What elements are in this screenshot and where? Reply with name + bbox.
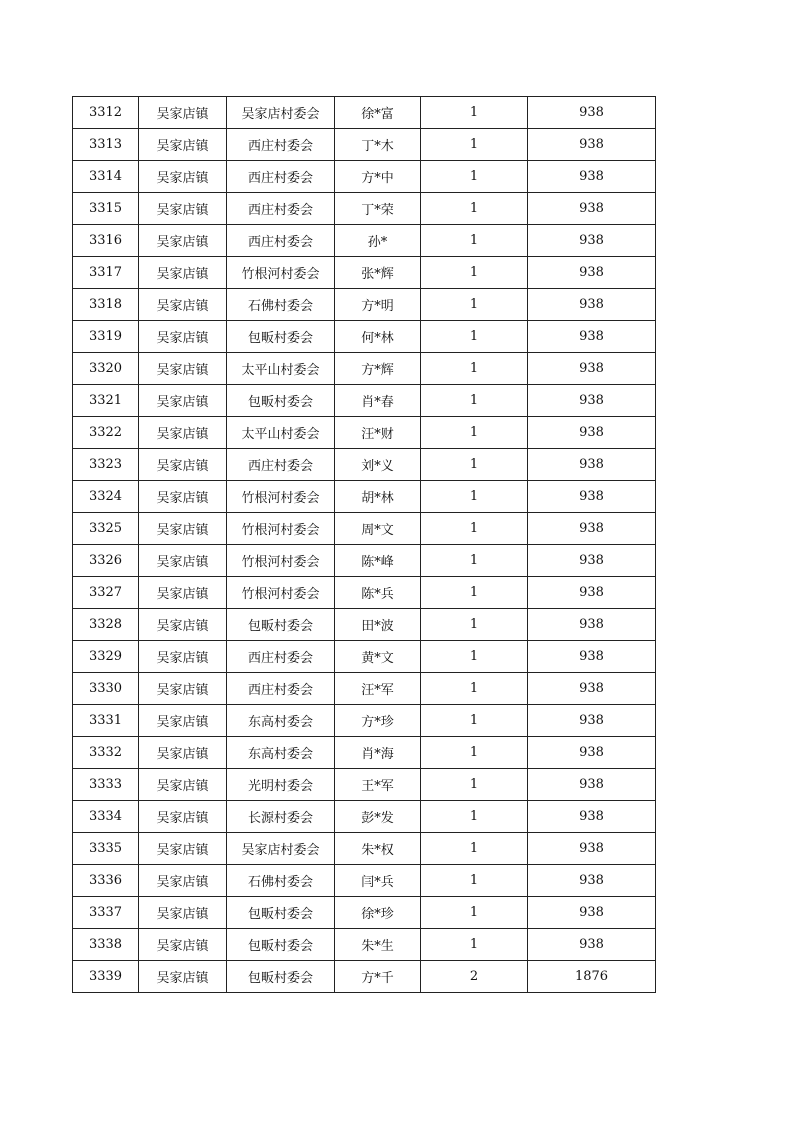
town-cell: 吴家店镇 xyxy=(139,225,227,257)
count-cell: 1 xyxy=(421,897,528,929)
person-name-cell: 闫*兵 xyxy=(335,865,421,897)
village-committee-cell: 竹根河村委会 xyxy=(227,257,335,289)
village-committee-cell: 西庄村委会 xyxy=(227,449,335,481)
amount-cell: 938 xyxy=(528,449,656,481)
table-row xyxy=(73,673,656,705)
amount-cell: 938 xyxy=(528,545,656,577)
count-cell: 1 xyxy=(421,545,528,577)
town-cell: 吴家店镇 xyxy=(139,545,227,577)
serial-number-cell: 3321 xyxy=(73,385,139,417)
amount-cell: 938 xyxy=(528,193,656,225)
serial-number-cell: 3324 xyxy=(73,481,139,513)
person-name-cell: 方*明 xyxy=(335,289,421,321)
serial-number-cell: 3315 xyxy=(73,193,139,225)
table-row xyxy=(73,833,656,865)
count-cell: 1 xyxy=(421,513,528,545)
table-row xyxy=(73,929,656,961)
count-cell: 1 xyxy=(421,673,528,705)
person-name-cell: 孙* xyxy=(335,225,421,257)
person-name-cell: 方*辉 xyxy=(335,353,421,385)
amount-cell: 938 xyxy=(528,737,656,769)
table-row xyxy=(73,577,656,609)
table-row xyxy=(73,641,656,673)
amount-cell: 938 xyxy=(528,641,656,673)
person-name-cell: 陈*峰 xyxy=(335,545,421,577)
count-cell: 1 xyxy=(421,225,528,257)
town-cell: 吴家店镇 xyxy=(139,641,227,673)
table-row xyxy=(73,769,656,801)
person-name-cell: 周*文 xyxy=(335,513,421,545)
count-cell: 1 xyxy=(421,385,528,417)
serial-number-cell: 3333 xyxy=(73,769,139,801)
table-row xyxy=(73,737,656,769)
person-name-cell: 胡*林 xyxy=(335,481,421,513)
town-cell: 吴家店镇 xyxy=(139,833,227,865)
serial-number-cell: 3314 xyxy=(73,161,139,193)
count-cell: 1 xyxy=(421,833,528,865)
village-committee-cell: 包畈村委会 xyxy=(227,961,335,993)
town-cell: 吴家店镇 xyxy=(139,929,227,961)
table-row xyxy=(73,545,656,577)
amount-cell: 938 xyxy=(528,385,656,417)
count-cell: 1 xyxy=(421,193,528,225)
table-body xyxy=(73,97,656,993)
table-row xyxy=(73,257,656,289)
person-name-cell: 徐*富 xyxy=(335,97,421,129)
town-cell: 吴家店镇 xyxy=(139,449,227,481)
town-cell: 吴家店镇 xyxy=(139,961,227,993)
table-row xyxy=(73,129,656,161)
person-name-cell: 刘*义 xyxy=(335,449,421,481)
village-committee-cell: 东高村委会 xyxy=(227,737,335,769)
village-committee-cell: 太平山村委会 xyxy=(227,417,335,449)
amount-cell: 938 xyxy=(528,417,656,449)
person-name-cell: 方*中 xyxy=(335,161,421,193)
amount-cell: 938 xyxy=(528,577,656,609)
person-name-cell: 丁*荣 xyxy=(335,193,421,225)
person-name-cell: 何*林 xyxy=(335,321,421,353)
table-row xyxy=(73,353,656,385)
village-committee-cell: 西庄村委会 xyxy=(227,641,335,673)
person-name-cell: 陈*兵 xyxy=(335,577,421,609)
town-cell: 吴家店镇 xyxy=(139,737,227,769)
serial-number-cell: 3334 xyxy=(73,801,139,833)
count-cell: 1 xyxy=(421,769,528,801)
person-name-cell: 彭*发 xyxy=(335,801,421,833)
count-cell: 1 xyxy=(421,321,528,353)
table-row xyxy=(73,961,656,993)
serial-number-cell: 3319 xyxy=(73,321,139,353)
serial-number-cell: 3317 xyxy=(73,257,139,289)
town-cell: 吴家店镇 xyxy=(139,769,227,801)
amount-cell: 938 xyxy=(528,225,656,257)
town-cell: 吴家店镇 xyxy=(139,129,227,161)
count-cell: 1 xyxy=(421,449,528,481)
count-cell: 1 xyxy=(421,481,528,513)
serial-number-cell: 3339 xyxy=(73,961,139,993)
town-cell: 吴家店镇 xyxy=(139,385,227,417)
town-cell: 吴家店镇 xyxy=(139,289,227,321)
person-name-cell: 田*波 xyxy=(335,609,421,641)
table-row xyxy=(73,801,656,833)
beneficiary-table xyxy=(72,96,656,993)
village-committee-cell: 包畈村委会 xyxy=(227,929,335,961)
table-row xyxy=(73,321,656,353)
town-cell: 吴家店镇 xyxy=(139,481,227,513)
person-name-cell: 方*千 xyxy=(335,961,421,993)
count-cell: 1 xyxy=(421,865,528,897)
table-row xyxy=(73,161,656,193)
village-committee-cell: 石佛村委会 xyxy=(227,289,335,321)
count-cell: 1 xyxy=(421,801,528,833)
town-cell: 吴家店镇 xyxy=(139,865,227,897)
table-row xyxy=(73,705,656,737)
table-row xyxy=(73,289,656,321)
town-cell: 吴家店镇 xyxy=(139,705,227,737)
village-committee-cell: 吴家店村委会 xyxy=(227,97,335,129)
village-committee-cell: 东高村委会 xyxy=(227,705,335,737)
count-cell: 1 xyxy=(421,353,528,385)
serial-number-cell: 3335 xyxy=(73,833,139,865)
town-cell: 吴家店镇 xyxy=(139,97,227,129)
village-committee-cell: 包畈村委会 xyxy=(227,321,335,353)
serial-number-cell: 3338 xyxy=(73,929,139,961)
village-committee-cell: 竹根河村委会 xyxy=(227,577,335,609)
table-row xyxy=(73,225,656,257)
town-cell: 吴家店镇 xyxy=(139,577,227,609)
amount-cell: 938 xyxy=(528,897,656,929)
village-committee-cell: 包畈村委会 xyxy=(227,609,335,641)
amount-cell: 938 xyxy=(528,513,656,545)
person-name-cell: 方*珍 xyxy=(335,705,421,737)
amount-cell: 938 xyxy=(528,161,656,193)
table-row xyxy=(73,385,656,417)
person-name-cell: 汪*财 xyxy=(335,417,421,449)
amount-cell: 938 xyxy=(528,353,656,385)
village-committee-cell: 包畈村委会 xyxy=(227,897,335,929)
town-cell: 吴家店镇 xyxy=(139,193,227,225)
person-name-cell: 王*军 xyxy=(335,769,421,801)
amount-cell: 938 xyxy=(528,97,656,129)
count-cell: 2 xyxy=(421,961,528,993)
count-cell: 1 xyxy=(421,97,528,129)
town-cell: 吴家店镇 xyxy=(139,513,227,545)
village-committee-cell: 竹根河村委会 xyxy=(227,481,335,513)
town-cell: 吴家店镇 xyxy=(139,321,227,353)
village-committee-cell: 吴家店村委会 xyxy=(227,833,335,865)
town-cell: 吴家店镇 xyxy=(139,161,227,193)
village-committee-cell: 竹根河村委会 xyxy=(227,513,335,545)
town-cell: 吴家店镇 xyxy=(139,897,227,929)
table-row xyxy=(73,97,656,129)
table-row xyxy=(73,865,656,897)
serial-number-cell: 3336 xyxy=(73,865,139,897)
amount-cell: 938 xyxy=(528,705,656,737)
table-row xyxy=(73,897,656,929)
person-name-cell: 朱*权 xyxy=(335,833,421,865)
amount-cell: 938 xyxy=(528,321,656,353)
village-committee-cell: 西庄村委会 xyxy=(227,193,335,225)
count-cell: 1 xyxy=(421,609,528,641)
count-cell: 1 xyxy=(421,929,528,961)
count-cell: 1 xyxy=(421,417,528,449)
amount-cell: 938 xyxy=(528,609,656,641)
serial-number-cell: 3328 xyxy=(73,609,139,641)
count-cell: 1 xyxy=(421,737,528,769)
amount-cell: 1876 xyxy=(528,961,656,993)
amount-cell: 938 xyxy=(528,833,656,865)
town-cell: 吴家店镇 xyxy=(139,801,227,833)
count-cell: 1 xyxy=(421,705,528,737)
person-name-cell: 张*辉 xyxy=(335,257,421,289)
town-cell: 吴家店镇 xyxy=(139,257,227,289)
amount-cell: 938 xyxy=(528,769,656,801)
town-cell: 吴家店镇 xyxy=(139,673,227,705)
serial-number-cell: 3325 xyxy=(73,513,139,545)
table-row xyxy=(73,417,656,449)
table-row xyxy=(73,193,656,225)
village-committee-cell: 竹根河村委会 xyxy=(227,545,335,577)
village-committee-cell: 太平山村委会 xyxy=(227,353,335,385)
village-committee-cell: 西庄村委会 xyxy=(227,673,335,705)
serial-number-cell: 3330 xyxy=(73,673,139,705)
village-committee-cell: 包畈村委会 xyxy=(227,385,335,417)
village-committee-cell: 西庄村委会 xyxy=(227,161,335,193)
village-committee-cell: 长源村委会 xyxy=(227,801,335,833)
person-name-cell: 徐*珍 xyxy=(335,897,421,929)
count-cell: 1 xyxy=(421,257,528,289)
table-row xyxy=(73,481,656,513)
table-row xyxy=(73,513,656,545)
amount-cell: 938 xyxy=(528,289,656,321)
town-cell: 吴家店镇 xyxy=(139,417,227,449)
serial-number-cell: 3329 xyxy=(73,641,139,673)
table-row xyxy=(73,449,656,481)
person-name-cell: 黄*文 xyxy=(335,641,421,673)
person-name-cell: 丁*木 xyxy=(335,129,421,161)
amount-cell: 938 xyxy=(528,129,656,161)
serial-number-cell: 3313 xyxy=(73,129,139,161)
amount-cell: 938 xyxy=(528,865,656,897)
amount-cell: 938 xyxy=(528,801,656,833)
village-committee-cell: 石佛村委会 xyxy=(227,865,335,897)
serial-number-cell: 3327 xyxy=(73,577,139,609)
serial-number-cell: 3326 xyxy=(73,545,139,577)
amount-cell: 938 xyxy=(528,481,656,513)
person-name-cell: 朱*生 xyxy=(335,929,421,961)
count-cell: 1 xyxy=(421,577,528,609)
amount-cell: 938 xyxy=(528,673,656,705)
serial-number-cell: 3322 xyxy=(73,417,139,449)
person-name-cell: 汪*军 xyxy=(335,673,421,705)
amount-cell: 938 xyxy=(528,929,656,961)
town-cell: 吴家店镇 xyxy=(139,353,227,385)
table-row xyxy=(73,609,656,641)
person-name-cell: 肖*海 xyxy=(335,737,421,769)
serial-number-cell: 3318 xyxy=(73,289,139,321)
town-cell: 吴家店镇 xyxy=(139,609,227,641)
count-cell: 1 xyxy=(421,161,528,193)
serial-number-cell: 3312 xyxy=(73,97,139,129)
village-committee-cell: 西庄村委会 xyxy=(227,225,335,257)
serial-number-cell: 3323 xyxy=(73,449,139,481)
village-committee-cell: 西庄村委会 xyxy=(227,129,335,161)
count-cell: 1 xyxy=(421,641,528,673)
serial-number-cell: 3331 xyxy=(73,705,139,737)
serial-number-cell: 3337 xyxy=(73,897,139,929)
village-committee-cell: 光明村委会 xyxy=(227,769,335,801)
count-cell: 1 xyxy=(421,289,528,321)
count-cell: 1 xyxy=(421,129,528,161)
amount-cell: 938 xyxy=(528,257,656,289)
serial-number-cell: 3332 xyxy=(73,737,139,769)
serial-number-cell: 3320 xyxy=(73,353,139,385)
person-name-cell: 肖*春 xyxy=(335,385,421,417)
serial-number-cell: 3316 xyxy=(73,225,139,257)
